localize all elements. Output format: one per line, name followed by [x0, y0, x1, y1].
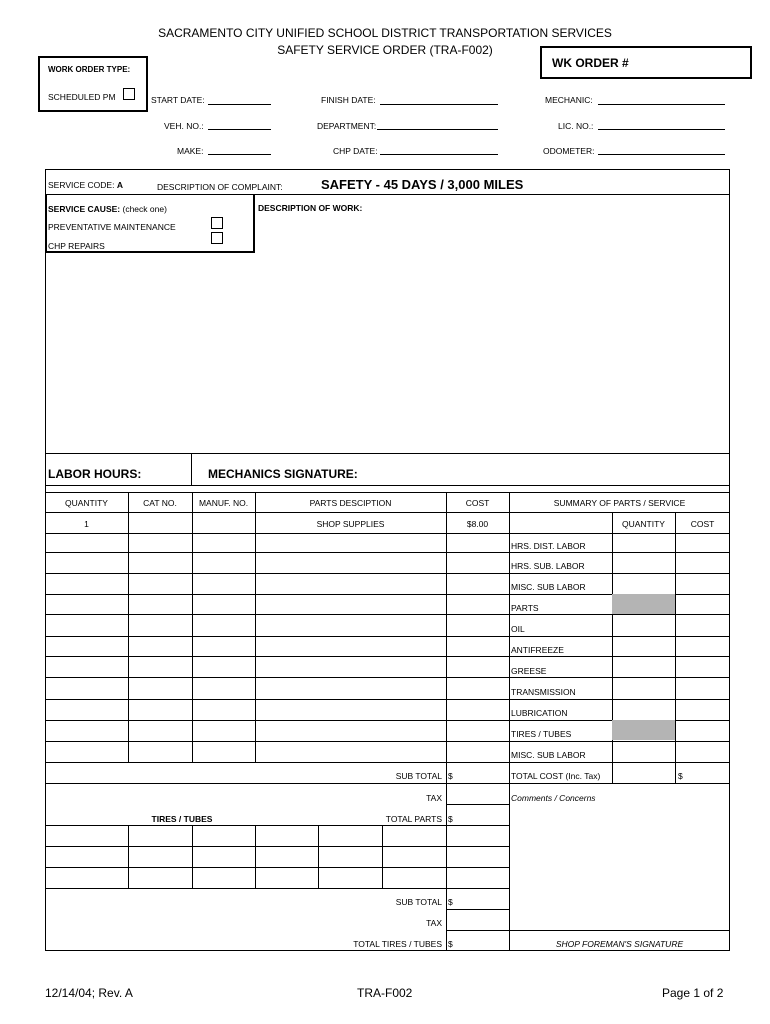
- tires-tubes-label: TIRES / TUBES: [151, 814, 213, 824]
- table-rule: [45, 656, 730, 657]
- table-rule: [192, 825, 193, 888]
- table-rule: [446, 909, 509, 910]
- table-rule: [509, 930, 730, 931]
- table-rule: [255, 825, 256, 888]
- table-rule: [45, 573, 730, 574]
- col-cat-no: CAT NO.: [143, 498, 177, 508]
- start-date-field[interactable]: [208, 104, 271, 105]
- table-rule: [446, 492, 447, 951]
- table-rule: [382, 825, 383, 888]
- make-label: MAKE:: [177, 146, 204, 156]
- odometer-field[interactable]: [598, 154, 725, 155]
- summary-row-label: HRS. DIST. LABOR: [511, 541, 586, 551]
- sub-total-dollar: $: [448, 771, 453, 781]
- summary-row-label: TRANSMISSION: [511, 687, 576, 697]
- table-rule: [45, 512, 730, 513]
- col-parts-description: PARTS DESCIPTION: [309, 498, 392, 508]
- footer-revision: 12/14/04; Rev. A: [45, 986, 133, 1000]
- tires-sub-total-label: SUB TOTAL: [395, 897, 442, 907]
- table-rule: [255, 492, 256, 762]
- sub-total-label: SUB TOTAL: [395, 771, 442, 781]
- summary-row-label: HRS. SUB. LABOR: [511, 561, 585, 571]
- labor-hours-label: LABOR HOURS:: [48, 467, 142, 481]
- summary-row-label: LUBRICATION: [511, 708, 568, 718]
- comments-label: Comments / Concerns: [511, 793, 596, 803]
- total-tires-dollar: $: [448, 939, 453, 949]
- finish-date-field[interactable]: [380, 104, 498, 105]
- finish-date-label: FINISH DATE:: [321, 95, 376, 105]
- row1-quantity: 1: [84, 519, 89, 529]
- summary-title: SUMMARY OF PARTS / SERVICE: [553, 498, 686, 508]
- summary-quantity-header: QUANTITY: [622, 519, 665, 529]
- col-cost: COST: [465, 498, 490, 508]
- summary-row-label: MISC. SUB LABOR: [511, 582, 586, 592]
- form-title-line1: SACRAMENTO CITY UNIFIED SCHOOL DISTRICT TRANSPORTATION SERVICES: [158, 26, 612, 40]
- summary-cost-header: COST: [690, 519, 715, 529]
- table-rule: [45, 762, 730, 763]
- mechanics-signature-label: MECHANICS SIGNATURE:: [208, 467, 358, 481]
- table-rule: [45, 699, 730, 700]
- footer-form-id: TRA-F002: [357, 986, 413, 1000]
- chp-date-label: CHP DATE:: [333, 146, 378, 156]
- veh-no-field[interactable]: [208, 129, 271, 130]
- table-rule: [45, 846, 509, 847]
- table-rule: [45, 867, 509, 868]
- table-rule: [45, 825, 509, 826]
- lic-no-field[interactable]: [598, 129, 725, 130]
- preventative-maintenance-checkbox[interactable]: [211, 217, 223, 229]
- make-field[interactable]: [208, 154, 271, 155]
- odometer-label: ODOMETER:: [543, 146, 595, 156]
- total-cost-label: TOTAL COST (Inc. Tax): [511, 771, 601, 781]
- footer-page-number: Page 1 of 2: [662, 986, 724, 1000]
- total-cost-dollar: $: [678, 771, 683, 781]
- mechanic-label: MECHANIC:: [545, 95, 593, 105]
- complaint-value: SAFETY - 45 DAYS / 3,000 MILES: [321, 177, 524, 192]
- table-rule: [45, 636, 730, 637]
- table-rule: [318, 825, 319, 888]
- tax-label: TAX: [426, 793, 442, 803]
- description-of-work-label: DESCRIPTION OF WORK:: [258, 203, 363, 213]
- table-rule: [45, 533, 730, 534]
- chp-date-field[interactable]: [380, 154, 498, 155]
- row1-description: SHOP SUPPLIES: [316, 519, 385, 529]
- total-parts-label: TOTAL PARTS: [385, 814, 442, 824]
- table-rule: [509, 492, 510, 951]
- table-rule: [446, 930, 509, 931]
- col-quantity: QUANTITY: [65, 498, 108, 508]
- tires-tax-label: TAX: [426, 918, 442, 928]
- scheduled-pm-checkbox[interactable]: [123, 88, 135, 100]
- table-rule: [45, 888, 509, 889]
- table-rule: [446, 804, 509, 805]
- table-rule: [45, 552, 730, 553]
- table-rule: [612, 512, 613, 783]
- total-parts-dollar: $: [448, 814, 453, 824]
- summary-row-label: TIRES / TUBES: [511, 729, 572, 739]
- summary-row-label: OIL: [511, 624, 525, 634]
- tires-sub-total-dollar: $: [448, 897, 453, 907]
- description-of-work-area[interactable]: [256, 215, 726, 453]
- table-rule: [45, 783, 730, 784]
- scheduled-pm-label: SCHEDULED PM: [48, 92, 116, 102]
- table-rule: [675, 512, 676, 783]
- service-cause-label: SERVICE CAUSE: (check one): [48, 204, 167, 214]
- table-rule: [128, 825, 129, 888]
- table-rule: [45, 741, 730, 742]
- complaint-label: DESCRIPTION OF COMPLAINT:: [157, 182, 283, 192]
- form-title-line2: SAFETY SERVICE ORDER (TRA-F002): [277, 43, 493, 57]
- table-rule: [45, 614, 730, 615]
- lic-no-label: LIC. NO.:: [558, 121, 594, 131]
- row1-cost: $8.00: [466, 519, 489, 529]
- table-rule: [128, 492, 129, 762]
- work-order-type-label: WORK ORDER TYPE:: [48, 65, 131, 74]
- shop-foreman-signature-label: SHOP FOREMAN'S SIGNATURE: [555, 939, 684, 949]
- wk-order-label: WK ORDER #: [552, 56, 629, 70]
- total-tires-label: TOTAL TIRES / TUBES: [353, 939, 442, 949]
- tires-quantity-shaded: [612, 720, 675, 740]
- summary-row-label: GREESE: [511, 666, 547, 676]
- summary-row-label: MISC. SUB LABOR: [511, 750, 586, 760]
- summary-row-label: ANTIFREEZE: [511, 645, 564, 655]
- summary-row-label: PARTS: [511, 603, 539, 613]
- parts-quantity-shaded: [612, 594, 675, 614]
- mechanic-field[interactable]: [598, 104, 725, 105]
- table-rule: [192, 492, 193, 762]
- chp-repairs-label: CHP REPAIRS: [48, 241, 105, 251]
- service-code-label: SERVICE CODE: A: [48, 180, 123, 190]
- department-label: DEPARTMENT:: [317, 121, 377, 131]
- table-rule: [45, 677, 730, 678]
- veh-no-label: VEH. NO.:: [164, 121, 204, 131]
- chp-repairs-checkbox[interactable]: [211, 232, 223, 244]
- col-manuf-no: MANUF. NO.: [198, 498, 249, 508]
- preventative-maintenance-label: PREVENTATIVE MAINTENANCE: [48, 222, 176, 232]
- department-field[interactable]: [377, 129, 498, 130]
- start-date-label: START DATE:: [151, 95, 205, 105]
